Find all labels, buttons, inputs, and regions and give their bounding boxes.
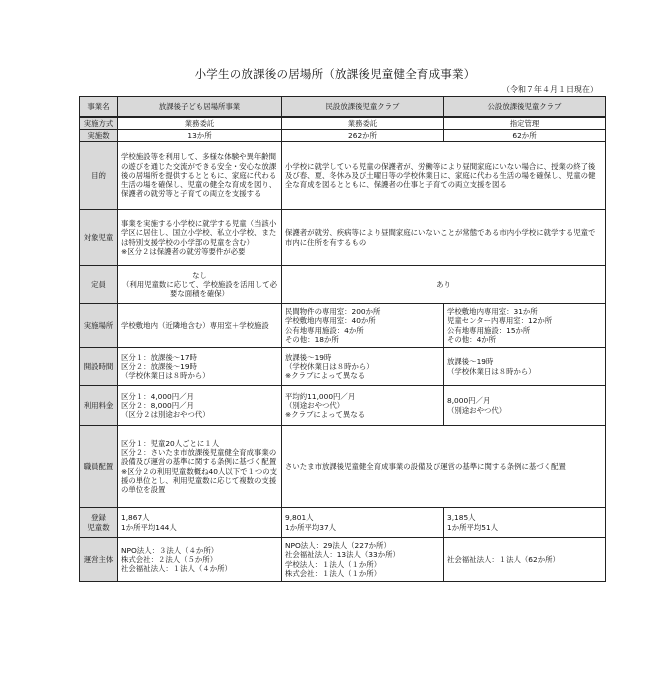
cell-location-ibasho: 学校敷地内（近隣地含む）専用室＋学校施設 bbox=[118, 304, 282, 348]
table-row-method bbox=[80, 117, 606, 130]
document-title: 小学生の放課後の居場所（放課後児童健全育成事業） bbox=[194, 67, 476, 81]
table-row-count bbox=[80, 129, 606, 141]
table-row-location bbox=[80, 304, 606, 348]
table-row-hours bbox=[80, 348, 606, 386]
row-label-staff: 職員配置 bbox=[80, 426, 118, 508]
header-private-club: 民設放課後児童クラブ bbox=[282, 97, 444, 117]
cell-staff-clubs: さいたま市放課後児童健全育成事業の設備及び運営の基準に関する条例に基づく配置 bbox=[282, 426, 606, 508]
row-label-purpose: 目的 bbox=[80, 142, 118, 210]
table-row-registered bbox=[80, 508, 606, 538]
cell-registered-ibasho: 1,867人 1か所平均144人 bbox=[118, 508, 282, 538]
header-business-name: 事業名 bbox=[80, 97, 118, 117]
row-label-count: 実施数 bbox=[80, 129, 118, 141]
cell-fee-ibasho: 区分１：4,000円／月 区分２：8,000円／月 （区分２は別途おやつ代） bbox=[118, 386, 282, 426]
cell-fee-private: 平均約11,000円／月 （別途おやつ代） ※クラブによって異なる bbox=[282, 386, 444, 426]
row-label-hours: 開設時間 bbox=[80, 348, 118, 386]
cell-fee-public: 8,000円／月 （別途おやつ代） bbox=[444, 386, 606, 426]
row-label-target: 対象児童 bbox=[80, 210, 118, 266]
cell-registered-public: 3,185人 1か所平均51人 bbox=[444, 508, 606, 538]
cell-location-private: 民間物件の専用室：200か所 学校敷地内専用室：40か所 公有地専用施設：4か所 その他：18か所 bbox=[282, 304, 444, 348]
row-label-capacity: 定員 bbox=[80, 266, 118, 304]
cell-count-public: 62か所 bbox=[444, 129, 606, 141]
cell-purpose-ibasho: 学校施設等を利用して、多様な体験や異年齢間の遊びを通じた交流ができる安全・安心な放課後の居場所を提供するとともに、家庭に代わる生活の場を確保し、児童の健全な育成を図り、保護者の就労等と子育ての両立を支援する bbox=[118, 142, 282, 210]
cell-purpose-clubs: 小学校に就学している児童の保護者が、労働等により昼間家庭にいない場合に、授業の終了後及び春、夏、冬休み及び土曜日等の学校休業日に、家庭に代わる生活の場を確保し、児童の健全な育成を図るとともに、保護者の仕事と子育ての両立支援を図る bbox=[282, 142, 606, 210]
cell-target-clubs: 保護者が就労、疾病等により昼間家庭にいないことが常態である市内小学校に就学する児童で市内に住所を有するもの bbox=[282, 210, 606, 266]
table-row-staff bbox=[80, 426, 606, 508]
cell-target-ibasho: 事業を実施する小学校に就学する児童（当該小学区に居住し、国立小学校、私立小学校、または特別支援学校の小学部の児童を含む） ※区分２は保護者の就労等要件が必要 bbox=[118, 210, 282, 266]
cell-staff-ibasho: 区分１：児童20人ごとに１人 区分２：さいたま市放課後児童健全育成事業の設備及び運営の基準に関する条例に基づく配置 ※区分２の利用児童数概ね40人以下で１つの支援の単位とし、利用児童数に応じて複数の支援の単位を設置 bbox=[118, 426, 282, 508]
cell-method-ibasho: 業務委託 bbox=[118, 117, 282, 130]
cell-hours-public: 放課後～19時 （学校休業日は８時から） bbox=[444, 348, 606, 386]
comparison-table bbox=[79, 96, 606, 582]
cell-operator-private: NPO法人：29法人（227か所） 社会福祉法人：13法人（33か所） 学校法人：１法人（１か所） 株式会社：１法人（１か所） bbox=[282, 538, 444, 582]
table-row-fee bbox=[80, 386, 606, 426]
row-label-method: 実施方式 bbox=[80, 117, 118, 130]
table-row-target bbox=[80, 210, 606, 266]
cell-method-private: 業務委託 bbox=[282, 117, 444, 130]
cell-hours-ibasho: 区分１：放課後～17時 区分２：放課後～19時 （学校休業日は８時から） bbox=[118, 348, 282, 386]
as-of-date: （令和７年４月１日現在） bbox=[502, 85, 598, 94]
header-public-club: 公設放課後児童クラブ bbox=[444, 97, 606, 117]
cell-count-private: 262か所 bbox=[282, 129, 444, 141]
cell-operator-ibasho: NPO法人：３法人（４か所） 株式会社：２法人（５か所） 社会福祉法人：１法人（４か所） bbox=[118, 538, 282, 582]
table-header-row bbox=[80, 97, 606, 117]
table-row-capacity bbox=[80, 266, 606, 304]
cell-capacity-ibasho: なし （利用児童数に応じて、学校施設を活用して必要な面積を確保） bbox=[118, 266, 282, 304]
cell-count-ibasho: 13か所 bbox=[118, 129, 282, 141]
cell-operator-public: 社会福祉法人：１法人（62か所） bbox=[444, 538, 606, 582]
table-row-purpose bbox=[80, 142, 606, 210]
row-label-fee: 利用料金 bbox=[80, 386, 118, 426]
row-label-operator: 運営主体 bbox=[80, 538, 118, 582]
cell-method-public: 指定管理 bbox=[444, 117, 606, 130]
cell-hours-private: 放課後～19時 （学校休業日は８時から） ※クラブによって異なる bbox=[282, 348, 444, 386]
cell-registered-private: 9,801人 1か所平均37人 bbox=[282, 508, 444, 538]
row-label-location: 実施場所 bbox=[80, 304, 118, 348]
cell-capacity-clubs: あり bbox=[282, 266, 606, 304]
header-ibasho-project: 放課後子ども居場所事業 bbox=[118, 97, 282, 117]
cell-location-public: 学校敷地内専用室：31か所 児童センター内専用室：12か所 公有地専用施設：15か所 その他：4か所 bbox=[444, 304, 606, 348]
row-label-registered: 登録 児童数 bbox=[80, 508, 118, 538]
table-row-operator bbox=[80, 538, 606, 582]
